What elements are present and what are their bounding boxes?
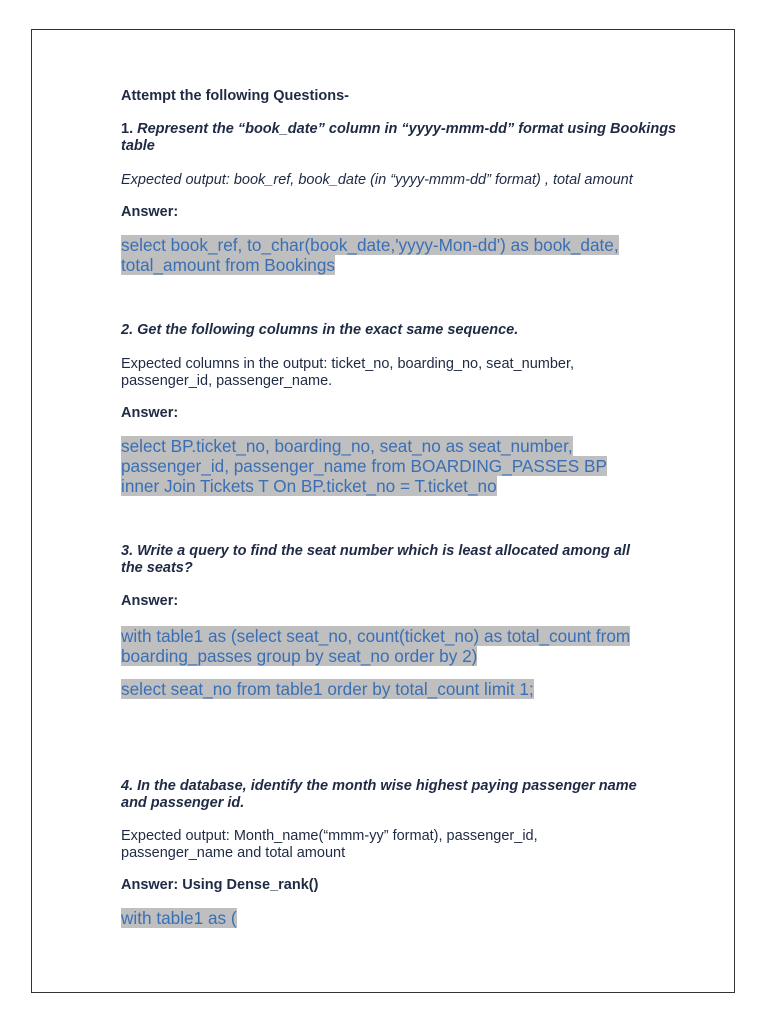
question-2 (121, 322, 681, 339)
section-heading: Attempt the following Questions- (121, 88, 349, 104)
code-line: select seat_no from table1 order by total_count limit 1; (121, 679, 534, 699)
question-number: 4. (121, 778, 134, 794)
expected-output: Expected output: book_ref, book_date (in “yyyy-mmm-dd” format) , total amount (121, 172, 633, 188)
answer-code (121, 626, 681, 666)
question-4 (121, 778, 681, 812)
code-line: select BP.ticket_no, boarding_no, seat_no as seat_number, (121, 436, 573, 456)
expected-line: passenger_id, passenger_name. (121, 373, 333, 389)
document-page (31, 29, 735, 993)
expected-line: Expected output: Month_name(“mmm-yy” format), passenger_id, (121, 828, 538, 844)
code-line: select book_ref, to_char(book_date,'yyyy-Mon-dd') as book_date, (121, 235, 619, 255)
answer-code-2 (121, 679, 681, 699)
code-line: with table1 as ( (121, 908, 237, 928)
answer-label: Answer: (121, 405, 179, 421)
question-text-line: and passenger id. (121, 795, 245, 811)
question-1 (121, 121, 681, 155)
question-number: 3. (121, 543, 134, 559)
answer-code (121, 436, 681, 496)
question-number: 1. (121, 121, 134, 137)
code-line: boarding_passes group by seat_no order by 2) (121, 646, 478, 666)
answer-code (121, 908, 681, 928)
question-text: Get the following columns in the exact same sequence. (137, 322, 519, 338)
expected-line: Expected columns in the output: ticket_no, boarding_no, seat_number, (121, 356, 575, 372)
question-text-line: the seats? (121, 560, 193, 576)
expected-output (121, 828, 681, 862)
answer-label: Answer: (121, 593, 179, 609)
expected-line: passenger_name and total amount (121, 845, 346, 861)
code-line: inner Join Tickets T On BP.ticket_no = T.ticket_no (121, 476, 497, 496)
code-line: with table1 as (select seat_no, count(ticket_no) as total_count from (121, 626, 631, 646)
answer-label: Answer: Using Dense_rank() (121, 877, 319, 893)
question-text-line: In the database, identify the month wise highest paying passenger name (137, 778, 637, 794)
expected-columns (121, 356, 681, 390)
question-number: 2. (121, 322, 134, 338)
code-line: passenger_id, passenger_name from BOARDING_PASSES BP (121, 456, 607, 476)
answer-label: Answer: (121, 204, 179, 220)
answer-code (121, 235, 681, 275)
question-text: Represent the “book_date” column in “yyyy-mmm-dd” format using Bookings table (121, 121, 677, 154)
question-3 (121, 543, 681, 577)
code-line: total_amount from Bookings (121, 255, 336, 275)
question-text-line: Write a query to find the seat number which is least allocated among all (137, 543, 630, 559)
